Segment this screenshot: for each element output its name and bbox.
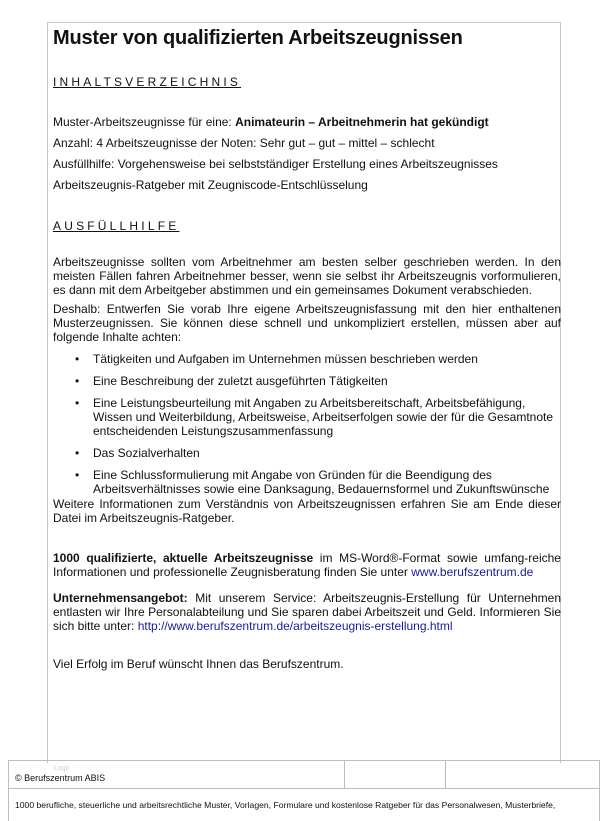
list-item <box>53 374 561 388</box>
toc-line-3: Ausfüllhilfe: Vorgehensweise bei selbstständiger Erstellung eines Arbeitszeugnisses <box>53 157 498 171</box>
logo-placeholder: Logo <box>54 765 70 772</box>
company-offer-paragraph <box>53 592 561 633</box>
list-item <box>53 396 561 438</box>
list-item-text: Tätigkeiten und Aufgaben im Unternehmen müssen beschrieben werden <box>93 351 478 366</box>
zeugnis-erstellung-link[interactable]: http://www.berufszentrum.de/arbeitszeugnis-erstellung.html <box>137 618 453 633</box>
toc-heading: INHALTSVERZEICHNIS <box>53 75 242 89</box>
berufszentrum-link[interactable]: www.berufszentrum.de <box>411 565 534 580</box>
list-item <box>53 352 561 366</box>
toc-line-1-prefix: Muster-Arbeitszeugnisse für eine: <box>53 115 236 129</box>
help-paragraph-3: Weitere Informationen zum Verständnis von Arbeitszeugnissen erfahren Sie am Ende dieser Datei im Arbeitszeugnis-Ratgeber. <box>53 496 561 525</box>
list-item-text: Eine Leistungsbeurteilung mit Angaben zu Arbeitsbereitschaft, Arbeitsbefähigung, Wissen und Weiterbildung, Arbeitsweise, Arbeitserfolgen sowie der für die Gesamtnote entscheidenden Leistungszusammenfassung <box>93 395 554 438</box>
footer-cell-empty <box>345 761 446 788</box>
list-item-text: Eine Schlussformulierung mit Angabe von Gründen für die Beendigung des Arbeitsverhältnisses sowie eine Danksagung, Bedauernsformel und Zukunftswünsche <box>93 467 550 496</box>
bullet-icon: • <box>75 351 80 366</box>
document-body <box>53 26 561 671</box>
company-offer-bold: Unternehmensangebot: <box>53 590 188 605</box>
list-item-text: Das Sozialverhalten <box>93 445 200 460</box>
toc-line-1 <box>53 115 561 129</box>
footer-copyright: © Berufszentrum ABIS <box>15 773 106 783</box>
company-offer-text: Mit unserem Service: Arbeitszeugnis-Erstellung für Unternehmen entlasten wir Ihre Personalabteilung und Sie sparen dabei Arbeitszeit und Geld. Informieren Sie sich bitte unter: <box>53 590 561 633</box>
help-paragraph-2: Deshalb: Entwerfen Sie vorab Ihre eigene Arbeitszeugnisfassung mit den hier enthaltenen Musterzeugnissen. Sie können diese schnell und unkompliziert erstellen, müssen aber auf folgende Inhalte achten: <box>53 302 561 344</box>
help-paragraph-1: Arbeitszeugnisse sollten vom Arbeitnehmer am besten selber geschrieben werden. In den meisten Fällen fahren Arbeitnehmer besser, wenn sie selbst ihr Arbeitszeugnis vorformulieren, es dann mit dem Arbeitgeber abstimmen und ein gemeinsames Dokument verabschieden. <box>53 255 561 297</box>
footer-cell-copyright <box>9 761 345 788</box>
document-title: Muster von qualifizierten Arbeitszeugnissen <box>53 27 463 49</box>
list-item <box>53 468 561 496</box>
list-item <box>53 446 561 460</box>
bullet-icon: • <box>75 467 80 482</box>
offer-bold: 1000 qualifizierte, aktuelle Arbeitszeugnisse <box>53 551 314 566</box>
footer-row <box>9 761 599 789</box>
offer-text: im MS-Word®-Format sowie umfang-reiche Informationen und professionelle Zeugnisberatung finden Sie unter <box>53 551 561 580</box>
toc-line-4: Arbeitszeugnis-Ratgeber mit Zeugniscode-Entschlüsselung <box>53 178 368 192</box>
toc-line-2: Anzahl: 4 Arbeitszeugnisse der Noten: Sehr gut – gut – mittel – schlecht <box>53 136 435 150</box>
footer-description: 1000 berufliche, steuerliche und arbeitsrechtliche Muster, Vorlagen, Formulare und kostenlose Ratgeber für das Personalwesen, Musterbriefe, <box>15 800 556 810</box>
list-item-text: Eine Beschreibung der zuletzt ausgeführten Tätigkeiten <box>93 373 388 388</box>
requirements-list <box>53 352 561 496</box>
bullet-icon: • <box>75 395 80 410</box>
footer <box>8 760 600 821</box>
help-heading: AUSFÜLLHILFE <box>53 219 180 233</box>
bullet-icon: • <box>75 445 80 460</box>
closing-line: Viel Erfolg im Beruf wünscht Ihnen das Berufszentrum. <box>53 657 344 672</box>
toc-line-1-bold: Animateurin – Arbeitnehmerin hat gekündigt <box>235 115 489 129</box>
offer-paragraph <box>53 552 561 580</box>
bullet-icon: • <box>75 373 80 388</box>
